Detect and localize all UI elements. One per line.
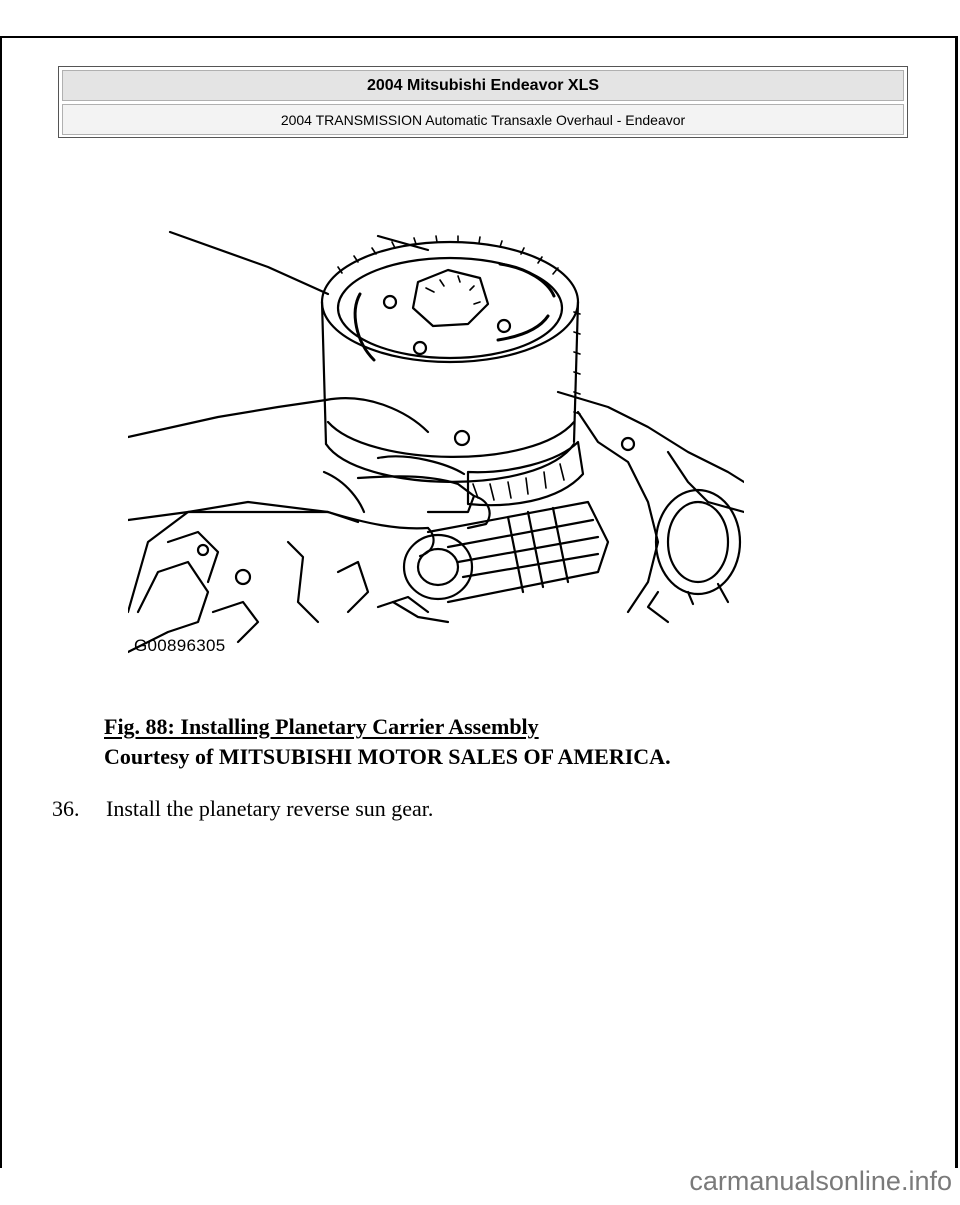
illustration-svg xyxy=(128,212,744,658)
step-text: Install the planetary reverse sun gear. xyxy=(106,796,434,821)
figure-caption xyxy=(104,712,671,772)
site-watermark: carmanualsonline.info xyxy=(689,1166,952,1196)
figure-title[interactable]: Fig. 88: Installing Planetary Carrier Assembly xyxy=(104,714,539,739)
vehicle-title: 2004 Mitsubishi Endeavor XLS xyxy=(62,70,904,101)
section-title: 2004 TRANSMISSION Automatic Transaxle Overhaul - Endeavor xyxy=(62,104,904,135)
planetary-carrier-illustration xyxy=(128,212,744,658)
figure-courtesy: Courtesy of MITSUBISHI MOTOR SALES OF AMERICA. xyxy=(104,744,671,769)
step-item xyxy=(52,794,433,824)
figure-image-id: G00896305 xyxy=(134,636,226,655)
document-header xyxy=(58,66,908,138)
step-number: 36. xyxy=(52,796,80,821)
